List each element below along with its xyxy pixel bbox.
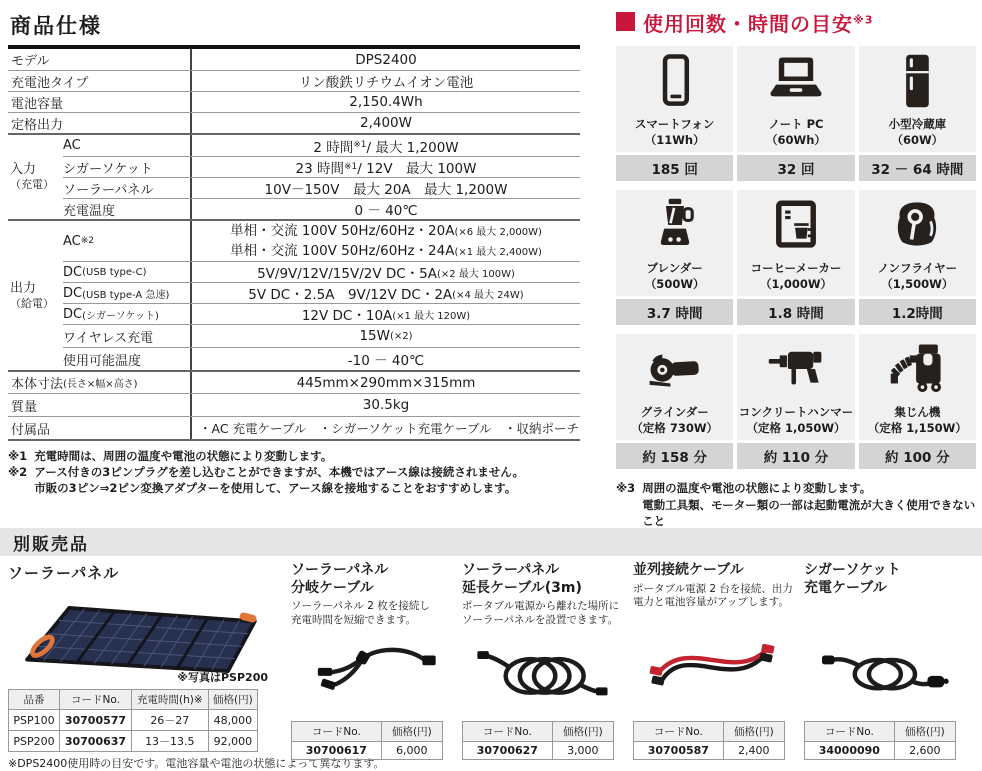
appliance-wattage: （60W） (891, 133, 944, 147)
concrete-hammer-icon (767, 334, 825, 404)
spec-group-input (8, 133, 580, 219)
accessory-split-cable: ソーラーパネル 分岐ケーブル ソーラーパネル 2 枚を接続し 充電時間を短縮できます。 コードNo. 価格(円) 30700617 6,000 (291, 562, 451, 760)
spec-row-output-temp (63, 347, 580, 370)
usage-value: 185 回 (616, 155, 733, 181)
spec-value: DPS2400 (190, 49, 580, 70)
table-header-row: 品番 コードNo. 充電時間(h)※ 価格(円) (9, 690, 258, 710)
usage-card-fridge (859, 46, 976, 181)
coffee-maker-icon (767, 190, 825, 260)
solar-panel-photo (8, 585, 280, 677)
solar-photo-caption: ※写真はPSP200 (177, 671, 268, 684)
usage-value: 3.7 時間 (616, 299, 733, 325)
spec-label: 付属品 (11, 422, 51, 438)
solar-panel-table (8, 689, 258, 752)
air-fryer-icon (888, 190, 946, 260)
spec-group-output (8, 219, 580, 370)
spec-row-capacity (8, 91, 580, 112)
usage-value: 32 － 64 時間 (859, 155, 976, 181)
split-cable-photo (291, 628, 451, 721)
accessory-cigar-cable: シガーソケット 充電ケーブル コードNo. 価格(円) 34000090 2,600 (804, 562, 964, 760)
appliance-wattage: （定格 1,050W） (746, 421, 846, 435)
accessory-price-table: コードNo. 価格(円) 30700617 6,000 (291, 721, 443, 760)
usage-card-laptop (737, 46, 854, 181)
usage-section-title: 使用回数・時間の目安$^{※3}$ (616, 8, 976, 37)
product-spec-section (8, 10, 580, 496)
spec-value: 5V DC・2.5A 9V/12V DC・2A (×4 最大 24W) (190, 283, 580, 303)
spec-title: 商品仕様 (8, 10, 580, 49)
spec-value: 2 時間 ※1 / 最大 1,200W (190, 135, 580, 156)
usage-card-blender (616, 190, 733, 325)
spec-value: 5V/9V/12V/15V/2V DC・5A (×2 最大 100W) (190, 262, 580, 282)
spec-row-weight (8, 393, 580, 416)
spec-value: 10V－150V 最大 20A 最大 1,200W (190, 178, 580, 198)
appliance-name: 集じん機 (894, 405, 941, 419)
spec-label: 本体寸法 (長さ×幅×高さ) (11, 377, 138, 392)
spec-footnotes (8, 448, 580, 496)
spec-label: ソーラーパネル (63, 182, 154, 198)
spec-value: 445mm×290mm×315mm (190, 372, 580, 393)
solar-panel-title: ソーラーパネル (8, 564, 120, 582)
refrigerator-icon (888, 46, 946, 116)
spec-row-input-ac (63, 135, 580, 156)
spec-value: 0 － 40℃ (190, 199, 580, 219)
dust-collector-icon (888, 334, 946, 404)
spec-row-model (8, 49, 580, 70)
table-row: PSP200 30700637 13－13.5 92,000 (9, 731, 258, 752)
appliance-name: コンクリートハンマー (738, 405, 854, 419)
appliance-name: ノート PC (768, 117, 824, 131)
appliance-wattage: （定格 1,150W） (867, 421, 967, 435)
spec-row-rated-output (8, 112, 580, 133)
usage-card-grinder (616, 334, 733, 469)
spec-row-output-usbc (63, 261, 580, 282)
appliance-wattage: （11Wh） (644, 133, 705, 147)
appliance-wattage: （定格 730W） (631, 421, 719, 435)
footnote-1: ※1 充電時間は、周囲の温度や電池の状態により変動します。 (8, 449, 333, 463)
spec-row-input-solar (63, 177, 580, 198)
spec-value: -10 － 40℃ (190, 348, 580, 370)
laptop-icon (767, 46, 825, 116)
spec-table (8, 49, 580, 441)
spec-value: 2,150.4Wh (190, 92, 580, 112)
spec-row-input-cigar (63, 156, 580, 177)
spec-row-input-temp (63, 198, 580, 219)
usage-value: 約 100 分 (859, 443, 976, 469)
appliance-wattage: （1,000W） (759, 277, 833, 291)
usage-value: 1.2時間 (859, 299, 976, 325)
extension-cable-photo (462, 628, 622, 721)
spec-value: リン酸鉄リチウムイオン電池 (190, 71, 580, 91)
usage-card-smartphone (616, 46, 733, 181)
spec-label: 使用可能温度 (63, 353, 142, 369)
spec-row-output-cigar (63, 303, 580, 324)
solar-table-note: ※DPS2400使用時の目安です。電池容量や電池の状態によって異なります。 (8, 757, 385, 770)
usage-cards-grid (616, 46, 976, 469)
usage-card-dust-collector (859, 334, 976, 469)
appliance-name: 小型冷蔵庫 (888, 117, 947, 131)
grinder-icon (646, 334, 704, 404)
accessory-price-table: コードNo. 価格(円) 34000090 2,600 (804, 721, 956, 760)
parallel-cable-photo (633, 611, 793, 722)
appliance-wattage: （1,500W） (881, 277, 954, 291)
spec-label: 定格出力 (11, 117, 64, 133)
spec-label: 充電温度 (63, 203, 116, 219)
usage-card-air-fryer (859, 190, 976, 325)
appliance-name: コーヒーメーカー (750, 261, 842, 275)
appliance-name: ノンフライヤー (877, 261, 958, 275)
separate-items-title: 別販売品 (0, 528, 982, 556)
spec-row-dimensions (8, 370, 580, 393)
spec-value: ・AC 充電ケーブル ・シガーソケット充電ケーブル ・収納ポーチ (190, 417, 580, 439)
accessory-price-table: コードNo. 価格(円) 30700627 3,000 (462, 721, 614, 760)
usage-card-coffee-maker (737, 190, 854, 325)
appliance-wattage: （500W） (644, 277, 705, 291)
spec-value: 単相・交流 100V 50Hz/60Hz・20A(×6 最大 2,000W) 単相・交流 100V 50Hz/60Hz・24A(×1 最大 2,400W) (190, 221, 580, 261)
spec-label: ワイヤレス充電 (63, 330, 154, 346)
usage-estimate-section (616, 8, 976, 547)
accessory-extension-cable: ソーラーパネル 延長ケーブル(3m) ポータブル電源から離れた場所に ソーラーパネルを設置できます。 コードNo. 価格(円) 30700627 3,000 (462, 562, 622, 760)
spec-label: DC (シガーソケット) (63, 306, 159, 322)
usage-value: 約 110 分 (737, 443, 854, 469)
spec-label: DC (USB type-C) (63, 264, 147, 280)
spec-row-output-usba (63, 282, 580, 303)
spec-label: シガーソケット (63, 161, 153, 177)
footnote-2: ※2 アース付きの3ピンプラグを差し込むことができますが、本機ではアース線は接続されません。 市販の3ピン⇒2ピン変換アダプターを使用して、アース線を接地することをおすすめします。 (8, 465, 525, 496)
usage-footnote: ※3 周囲の温度や電池の状態により変動します。 電動工具類、モーター類の一部は起動電流が大きく使用できないこと (616, 481, 976, 529)
spec-row-accessories (8, 416, 580, 439)
spec-value: 23 時間 ※1 / 12V 最大 100W (190, 157, 580, 177)
spec-row-battery-type (8, 70, 580, 91)
spec-group-label: 入力 （充電） (10, 162, 54, 192)
usage-value: 約 158 分 (616, 443, 733, 469)
spec-group-label: 出力 （給電） (10, 280, 54, 310)
separate-items-section (0, 528, 982, 770)
usage-value: 1.8 時間 (737, 299, 854, 325)
appliance-name: ブレンダー (646, 261, 703, 275)
spec-label: 電池容量 (11, 96, 64, 112)
usage-value: 32 回 (737, 155, 854, 181)
spec-value: 15W (×2) (190, 325, 580, 347)
table-row: PSP100 30700577 26－27 48,000 (9, 710, 258, 731)
smartphone-icon (646, 46, 704, 116)
spec-value: 2,400W (190, 113, 580, 133)
spec-label: AC ※2 (63, 233, 95, 249)
red-square-bullet-icon (616, 12, 635, 31)
usage-card-concrete-hammer (737, 334, 854, 469)
spec-label: AC (63, 138, 81, 153)
spec-label: モデル (11, 54, 50, 69)
spec-value: 30.5kg (190, 394, 580, 416)
accessory-price-table: コードNo. 価格(円) 30700587 2,400 (633, 721, 785, 760)
spec-row-output-wireless (63, 324, 580, 347)
spec-value: 12V DC・10A (×1 最大 120W) (190, 304, 580, 324)
cigar-cable-photo (804, 628, 964, 721)
spec-label: DC (USB type-A 急速) (63, 285, 170, 301)
spec-label: 充電池タイプ (11, 75, 89, 91)
blender-icon (646, 190, 704, 260)
spec-row-output-ac (63, 221, 580, 261)
appliance-name: スマートフォン (634, 117, 715, 131)
appliance-name: グラインダー (640, 405, 709, 419)
appliance-wattage: （60Wh） (766, 133, 826, 147)
accessory-parallel-cable: 並列接続ケーブル ポータブル電源 2 台を接続、出力 電力と電池容量がアップします。 コードNo. 価格(円) 30700587 2,400 (633, 562, 793, 760)
spec-label: 質量 (11, 399, 38, 415)
